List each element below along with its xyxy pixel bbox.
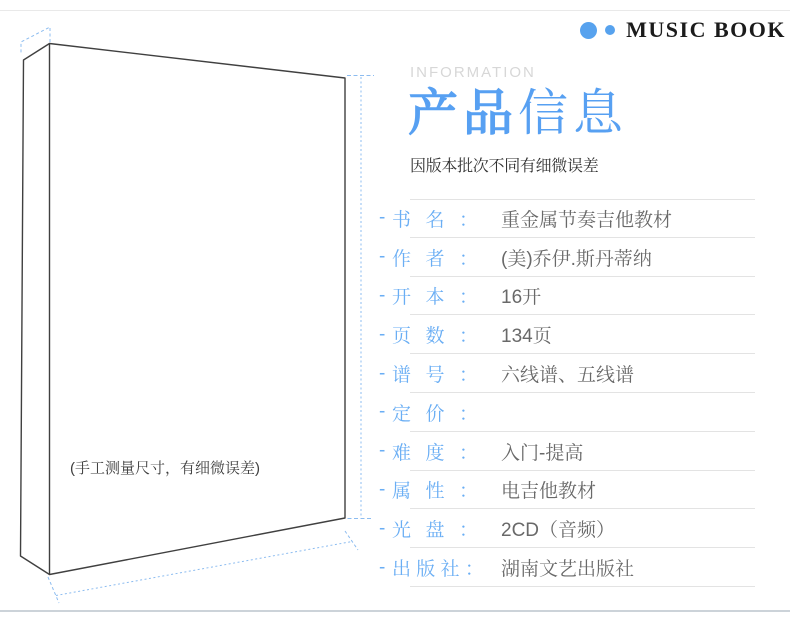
width-measure-left-tick bbox=[48, 577, 59, 603]
item-dash: - bbox=[379, 323, 386, 345]
list-item-book-title bbox=[378, 199, 755, 238]
item-label: 光 盘 ： bbox=[392, 520, 478, 542]
book-spine-face bbox=[21, 44, 50, 575]
item-dash: - bbox=[379, 556, 386, 578]
list-item-discs bbox=[378, 509, 755, 548]
item-dash: - bbox=[379, 478, 386, 500]
product-info-list bbox=[378, 199, 755, 587]
item-label: 谱 号 ： bbox=[392, 365, 478, 387]
item-label: 页 数 ： bbox=[392, 326, 478, 348]
item-label: 属 性 ： bbox=[392, 481, 478, 503]
item-value: 134页 bbox=[501, 326, 552, 348]
list-item-format bbox=[378, 277, 755, 316]
product-info-panel bbox=[378, 0, 790, 625]
list-item-price bbox=[378, 393, 755, 432]
list-item-category bbox=[378, 471, 755, 510]
item-value: 入门-提高 bbox=[501, 442, 584, 464]
item-label: 难 度 ： bbox=[392, 442, 478, 464]
item-value: 重金属节奏吉他教材 bbox=[501, 209, 673, 231]
item-dash: - bbox=[379, 401, 386, 423]
item-dash: - bbox=[379, 362, 386, 384]
item-dash: - bbox=[379, 440, 386, 462]
book-front-face bbox=[50, 44, 346, 575]
item-dash: - bbox=[379, 517, 386, 539]
list-item-author bbox=[378, 238, 755, 277]
section-title-bold: 产品 bbox=[408, 85, 518, 141]
list-item-notation bbox=[378, 354, 755, 393]
item-label: 书 名 ： bbox=[392, 209, 478, 231]
section-title bbox=[408, 86, 628, 141]
item-value: (美)乔伊.斯丹蒂纳 bbox=[501, 248, 652, 270]
item-value: 湖南文艺出版社 bbox=[501, 559, 635, 581]
list-item-publisher bbox=[378, 548, 755, 587]
item-value: 2CD（音频） bbox=[501, 520, 616, 542]
item-dash: - bbox=[379, 246, 386, 268]
item-label: 出 版 社 ： bbox=[392, 559, 484, 581]
item-label: 定 价 ： bbox=[392, 403, 478, 425]
width-measure-right-tick bbox=[345, 531, 358, 550]
brand-name: MUSIC BOOK bbox=[626, 17, 786, 42]
item-value: 16开 bbox=[501, 287, 542, 309]
measurement-note: (手工测量尺寸，有细微误差) bbox=[70, 460, 260, 477]
section-eyebrow: INFORMATION bbox=[410, 64, 536, 81]
item-value: 六线谱、五线谱 bbox=[501, 365, 635, 387]
section-title-light: 信息 bbox=[518, 85, 628, 141]
item-label: 开 本 ： bbox=[392, 287, 478, 309]
item-dash: - bbox=[379, 207, 386, 229]
item-dash: - bbox=[379, 284, 386, 306]
list-item-pages bbox=[378, 315, 755, 354]
bottom-divider bbox=[0, 610, 790, 612]
item-label: 作 者 ： bbox=[392, 248, 478, 270]
section-subtitle: 因版本批次不同有细微误差 bbox=[410, 158, 599, 175]
list-item-difficulty bbox=[378, 432, 755, 471]
item-value: 电吉他教材 bbox=[501, 481, 597, 503]
